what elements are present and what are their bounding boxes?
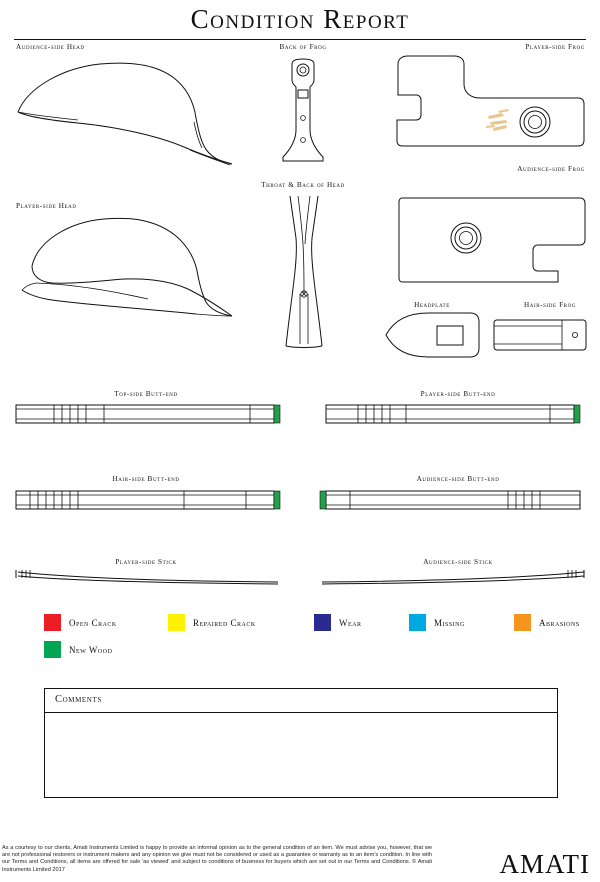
footer-disclaimer: As a courtesy to our clients, Amati Instruments Limited is happy to provide an informal opinion as to the general condition of an item. We must advise you, however, that we are not professional restorers or instrument makers and any opinion we give must not be considered or used as a guarantee or warranty as to an item's condition. In line with our Terms and Conditions, all items are offered for sale 'as viewed' and subject to conditions of business for buyers which are set out in our Terms and Conditions. © Amati Instruments Limited 2017 <box>2 845 432 873</box>
legend-swatch-open-crack <box>44 614 61 631</box>
caption-back-of-frog: Back of Frog <box>279 43 327 51</box>
legend-swatch-missing <box>409 614 426 631</box>
legend-swatch-abrasions <box>514 614 531 631</box>
legend-label-missing: Missing <box>434 617 465 628</box>
figure-hair-side-butt-end <box>14 486 282 514</box>
legend-label-abrasions: Abrasions <box>539 617 580 628</box>
footer <box>0 845 600 882</box>
figure-headplate <box>382 310 482 360</box>
legend-swatch-new-wood <box>44 641 61 658</box>
comments-heading: Comments <box>45 689 557 713</box>
title-divider <box>14 39 586 40</box>
legend-item-wear <box>314 614 409 631</box>
figure-back-of-frog <box>276 58 330 163</box>
figure-audience-side-butt-end <box>318 486 582 514</box>
caption-player-side-frog: Player-side Frog <box>525 43 585 51</box>
legend-swatch-repaired-crack <box>168 614 185 631</box>
legend <box>44 614 584 668</box>
figure-audience-side-head <box>8 52 238 167</box>
caption-throat-back-of-head: Throat & Back of Head <box>261 181 345 189</box>
legend-item-new-wood <box>44 641 112 658</box>
page-title: Condition Report <box>190 4 410 34</box>
amati-logo: AMATI <box>499 849 590 879</box>
figure-throat-back-of-head <box>276 194 332 349</box>
legend-swatch-wear <box>314 614 331 631</box>
legend-row-1 <box>44 614 584 631</box>
legend-label-wear: Wear <box>339 617 362 628</box>
legend-item-open-crack <box>44 614 168 631</box>
legend-label-new-wood: New Wood <box>69 644 113 655</box>
legend-item-missing <box>409 614 514 631</box>
figure-player-side-head <box>8 210 238 320</box>
legend-item-repaired-crack <box>168 614 314 631</box>
figure-hair-side-frog <box>492 314 588 356</box>
legend-label-open-crack: Open Crack <box>69 617 117 628</box>
caption-top-side-butt-end: Top-side Butt-end <box>114 390 178 398</box>
condition-report-page <box>0 2 600 882</box>
figure-audience-side-frog <box>398 194 586 286</box>
caption-audience-side-head: Audience-side Head <box>16 43 85 51</box>
comments-value[interactable] <box>45 713 557 804</box>
legend-label-repaired-crack: Repaired Crack <box>193 617 256 628</box>
legend-row-2 <box>44 641 584 658</box>
caption-audience-side-stick: Audience-side Stick <box>423 558 493 566</box>
caption-headplate: Headplate <box>414 301 450 309</box>
figure-top-side-butt-end <box>14 400 282 428</box>
figure-player-side-frog <box>392 54 586 150</box>
caption-player-side-butt-end: Player-side Butt-end <box>420 390 496 398</box>
comments-box[interactable] <box>44 688 558 798</box>
figure-audience-side-stick <box>318 564 588 586</box>
caption-audience-side-frog: Audience-side Frog <box>517 165 585 173</box>
legend-item-abrasions <box>514 614 580 631</box>
caption-audience-side-butt-end: Audience-side Butt-end <box>416 475 500 483</box>
figure-player-side-butt-end <box>324 400 582 428</box>
caption-player-side-head: Player-side Head <box>16 202 77 210</box>
figure-player-side-stick <box>14 564 284 586</box>
caption-hair-side-frog: Hair-side Frog <box>523 301 577 309</box>
caption-player-side-stick: Player-side Stick <box>115 558 177 566</box>
caption-hair-side-butt-end: Hair-side Butt-end <box>112 475 180 483</box>
